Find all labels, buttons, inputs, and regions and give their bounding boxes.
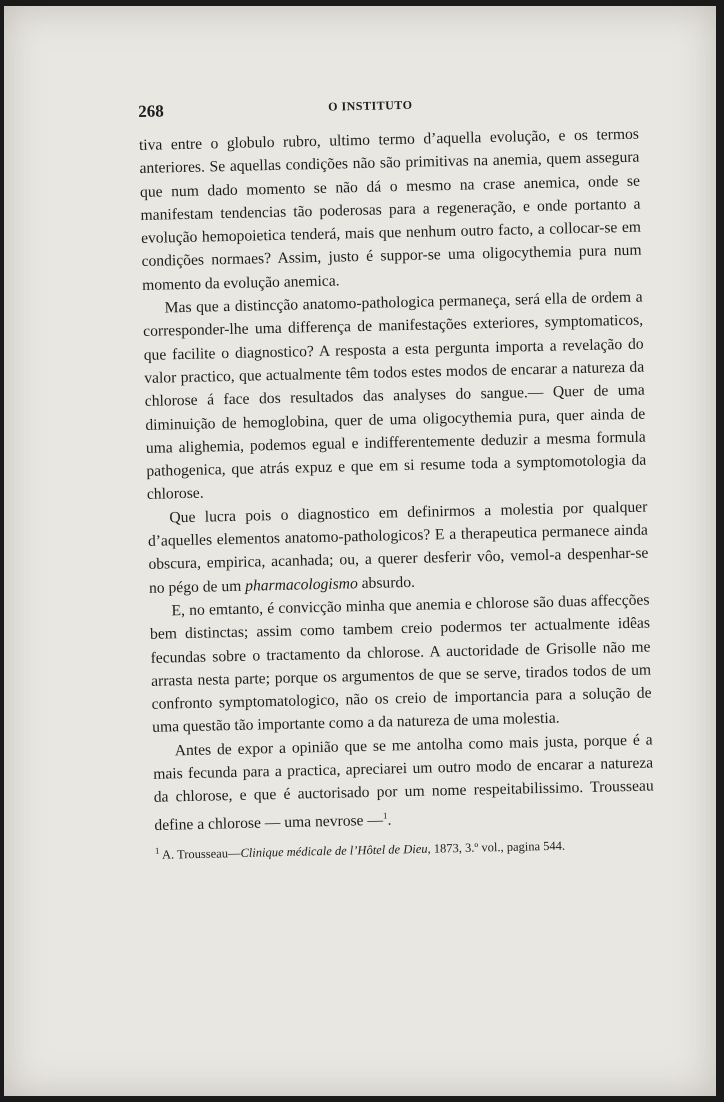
paragraph-4: E, no emtanto, é convicção minha que anemia e chlorose são duas affecções bem distinctas; assim como tambem creio podermos ter actualmente idêas fecundas sobre o tractamento da chlorose. A auctoridade de Grisolle não me arrasta nesta parte; porque os argumentos de que se serve, tirados todos de um confronto symptomatologico, não os creio de importancia para a solução de uma questão tão importante como a da natureza de uma molestia. — [149, 591, 652, 737]
page-content — [138, 91, 655, 865]
paragraph-5-text: Antes de expor a opinião que se me antolha como mais justa, porque é a mais fecunda para a practica, apreciarei um outro modo de encarar a natureza da chlorose, e que é auctorisado por um nome respeitabilissimo. Trousseau define a chlorose — uma nevrose — — [153, 731, 654, 834]
paragraph-3 — [147, 495, 649, 600]
paragraph-1: tiva entre o globulo rubro, ultimo termo d’aquella evolução, e os termos anteriores. Se aquellas condições não são primitivas na anemia, quem assegura que num dado momento se não dá o mesmo na crase anemica, onde se manifestam tendencias tão poderosas para a regeneração, e onde portanto a evolução hemopoietica tenderá, mais que nenhum outro facto, a collocar-se em condições normaes? Assim, justo é suppor-se uma oligocythemia pura num momento da evolução anemica. — [138, 125, 642, 294]
footnote-title: Clinique médicale de l’Hôtel de Dieu — [240, 841, 428, 861]
paragraph-3-end: absurdo. — [357, 573, 416, 592]
footnote-reference: 1 — [382, 810, 388, 821]
paragraph-5-end: . — [387, 811, 392, 829]
page-number: 268 — [138, 101, 164, 121]
paragraph-3-text: Que lucra pois o diagnostico em definirmos a molestia por qualquer d’aquelles elementos anatomo-pathologicos? E a therapeutica permanece ainda obscura, empirica, acanhada; ou, a querer desferir vôo, vemol-a despenhar-se no pégo de um — [147, 498, 649, 597]
page-header — [138, 91, 638, 126]
footnote-rest: , 1873, 3.º vol., pagina 544. — [427, 838, 566, 856]
running-title: O INSTITUTO — [327, 97, 413, 114]
paragraph-2: Mas que a distincção anatomo-pathologica permaneça, será ella de ordem a corresponder-lhe uma differença de manifestações exteriores, symptomaticos, que facilite o diagnostico? A resposta a esta pergunta importa a revelação do valor practico, que actualmente têm todos estes modos de encarar a natureza da chlorose á face dos resultados das analyses do sangue.— Quer de uma diminuição de hemoglobina, quer de uma oligocythemia pura, quer ainda de uma alighemia, podemos egual e indifferentemente deduzir a mesma formula pathogenica, que atrás expuz e que em si resume toda a symptomotologia da chlorose. — [143, 288, 647, 504]
footnote-dash: — — [227, 846, 241, 861]
footnote-mark: 1 — [154, 845, 160, 856]
footnote-author: A. Trousseau — [161, 846, 229, 862]
paragraph-3-italic: pharmacologismo — [244, 574, 358, 595]
paragraph-5 — [152, 728, 654, 837]
scanned-page — [4, 6, 716, 1096]
